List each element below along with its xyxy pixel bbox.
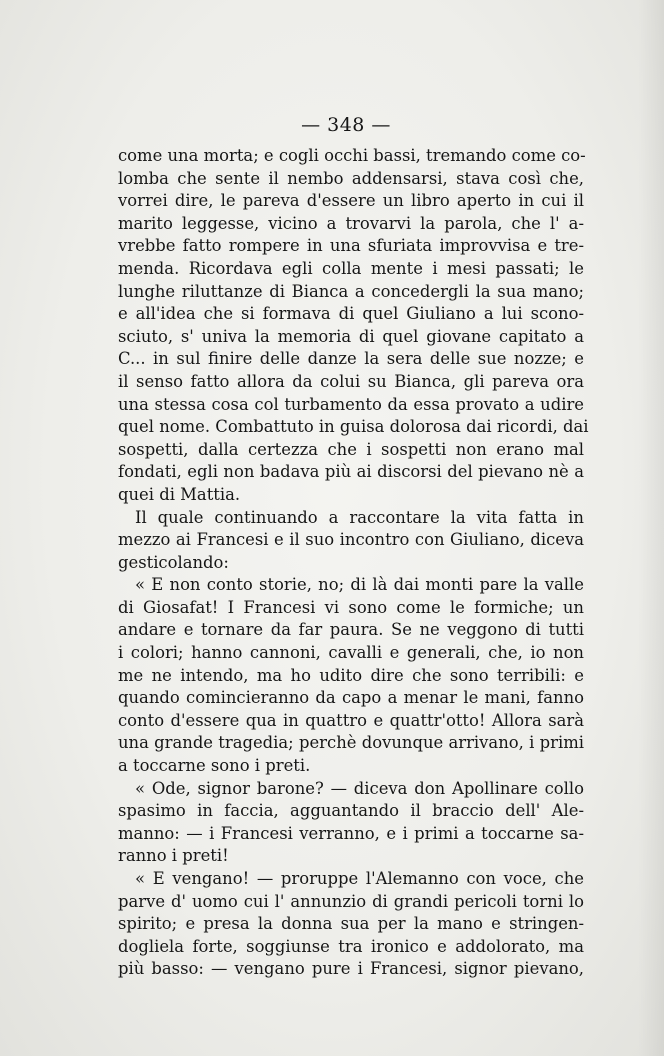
text-line: marito leggesse, vicino a trovarvi la parola, che l' a- (118, 213, 584, 233)
text-line: e all'idea che si formava di quel Giuliano a lui scono- (118, 304, 584, 324)
text-line: sospetti, dalla certezza che i sospetti non erano mal (118, 439, 584, 459)
text-line: il senso fatto allora da colui su Bianca, gli pareva ora (118, 371, 584, 391)
paragraph-start: « E vengano! — proruppe l'Alemanno con voce, che (135, 869, 584, 888)
paragraph-start: Il quale continuando a raccontare la vita fatta in (135, 507, 584, 527)
text-line: fondati, egli non badava più ai discorsi del pievano nè a (118, 462, 584, 482)
text-line: andare e tornare da far paura. Se ne veggono di tutti (118, 620, 584, 640)
page-number: — 348 — (301, 114, 391, 136)
text-line: ranno i preti! (118, 846, 229, 866)
text-line: spasimo in faccia, agguantando il braccio dell' Ale- (118, 801, 584, 821)
paragraph-start: « E non conto storie, no; di là dai monti pare la valle (135, 575, 584, 595)
text-line: sciuto, s' univa la memoria di quel giovane capitato a (118, 326, 584, 346)
text-line: quel nome. Combattuto in guisa dolorosa dai ricordi, dai (118, 417, 589, 437)
text-line: dogliela forte, soggiunse tra ironico e addolorato, ma (118, 936, 584, 956)
body-text (118, 145, 589, 981)
text-line: come una morta; e cogli occhi bassi, tremando come co- (118, 146, 586, 165)
text-line: i colori; hanno cannoni, cavalli e generali, che, io non (118, 643, 584, 663)
text-line: una grande tragedia; perchè dovunque arrivano, i primi (118, 733, 584, 753)
text-line: a toccarne sono i preti. (118, 756, 311, 776)
text-line: lomba che sente il nembo addensarsi, stava così che, (118, 168, 584, 188)
text-line: menda. Ricordava egli colla mente i mesi passati; le (118, 258, 584, 278)
text-line: me ne intendo, ma ho udito dire che sono terribili: e (118, 665, 584, 685)
text-line: manno: — i Francesi verranno, e i primi a toccarne sa- (118, 823, 584, 843)
text-line: vorrei dire, le pareva d'essere un libro aperto in cui il (118, 191, 584, 211)
text-line: di Giosafat! I Francesi vi sono come le formiche; un (118, 597, 584, 617)
text-line: quei di Mattia. (118, 484, 241, 504)
text-line: spirito; e presa la donna sua per la mano e stringen- (118, 914, 584, 934)
text-line: quando comincieranno da capo a menar le mani, fanno (118, 688, 584, 708)
text-line: conto d'essere qua in quattro e quattr'otto! Allora sarà (118, 710, 584, 730)
text-line: C... in sul finire delle danze la sera delle sue nozze; e (118, 349, 584, 369)
page-shadow (638, 0, 664, 1056)
text-line: vrebbe fatto rompere in una sfuriata improvvisa e tre- (118, 236, 584, 256)
text-line: lunghe riluttanze di Bianca a concedergli la sua mano; (118, 281, 584, 301)
paragraph-start: « Ode, signor barone? — diceva don Apollinare collo (135, 778, 584, 798)
text-line: gesticolando: (118, 552, 229, 572)
text-line: parve d' uomo cui l' annunzio di grandi pericoli torni lo (118, 891, 584, 911)
text-line: più basso: — vengano pure i Francesi, signor pievano, (118, 959, 584, 979)
text-line: mezzo ai Francesi e il suo incontro con Giuliano, diceva (118, 530, 584, 550)
text-line: una stessa cosa col turbamento da essa provato a udire (118, 394, 584, 414)
